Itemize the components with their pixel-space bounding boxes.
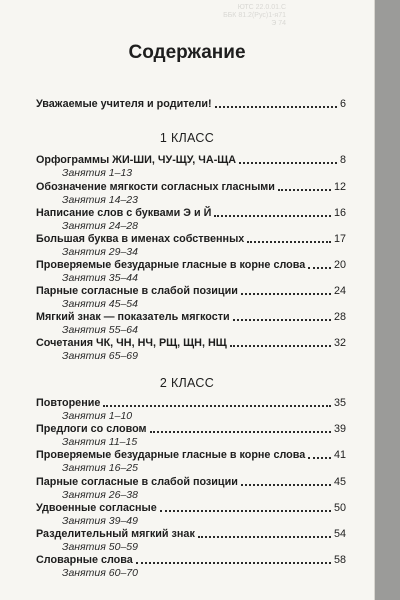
toc-entry-lessons: Занятия 60–70 [62, 567, 138, 579]
leader-dots [241, 484, 331, 486]
toc-entry-lessons: Занятия 55–64 [62, 324, 138, 336]
toc-entry-title: Словарные слова [36, 554, 133, 566]
leader-dots [103, 405, 331, 407]
toc-entry-lessons: Занятия 39–49 [62, 515, 138, 527]
toc-entry[interactable] [36, 232, 346, 246]
toc-entry[interactable] [36, 153, 346, 167]
leader-dots [160, 510, 331, 512]
bleed-through-text: ЮТС 22.0.01.С ББК 81.2(Рус)1-я71 Э 74 [223, 4, 286, 27]
toc-entry-title: Разделительный мягкий знак [36, 528, 195, 540]
toc-entry-title: Большая буква в именах собственных [36, 233, 245, 245]
toc-entry-page: 41 [333, 449, 346, 461]
leader-dots [247, 241, 331, 243]
toc-entry-title: Удвоенные согласные [36, 502, 157, 514]
toc-entry-title: Уважаемые учителя и родители! [36, 98, 212, 110]
toc-entry-title: Предлоги со словом [36, 423, 147, 435]
page-title: Содержание [128, 42, 246, 63]
toc-entry-title: Проверяемые безударные гласные в корне слова [36, 449, 306, 461]
toc-entry-lessons: Занятия 35–44 [62, 272, 138, 284]
toc-entry-page: 50 [333, 502, 346, 514]
toc-entry-lessons: Занятия 29–34 [62, 246, 138, 258]
toc-entry-lessons: Занятия 14–23 [62, 194, 138, 206]
toc-entry-title: Обозначение мягкости согласных гласными [36, 181, 275, 193]
toc-entry-page: 16 [333, 207, 346, 219]
section-heading-grade-1: 1 КЛАСС [159, 131, 215, 145]
toc-entry-title: Парные согласные в слабой позиции [36, 285, 238, 297]
toc-entry-page: 45 [333, 476, 346, 488]
toc-entry-page: 58 [333, 554, 346, 566]
toc-entry-page: 17 [333, 233, 346, 245]
leader-dots [150, 431, 331, 433]
leader-dots [278, 189, 331, 191]
toc-entry[interactable] [36, 310, 346, 324]
toc-entry-page: 32 [333, 337, 346, 349]
toc-entry[interactable] [36, 527, 346, 541]
toc-entry-page: 8 [339, 154, 346, 166]
toc-entry-page: 39 [333, 423, 346, 435]
toc-entry-lessons: Занятия 11–15 [62, 436, 138, 448]
leader-dots [230, 345, 331, 347]
toc-entry[interactable] [36, 448, 346, 462]
toc-entry-lessons: Занятия 26–38 [62, 489, 138, 501]
leader-dots [233, 319, 331, 321]
toc-entry[interactable] [36, 206, 346, 220]
toc-entry-lessons: Занятия 24–28 [62, 220, 138, 232]
toc-entry-lessons: Занятия 50–59 [62, 541, 138, 553]
leader-dots [214, 215, 331, 217]
toc-entry-page: 35 [333, 397, 346, 409]
section-heading-grade-2: 2 КЛАСС [159, 376, 215, 390]
leader-dots [308, 267, 331, 269]
toc-entry-preface[interactable] [36, 97, 346, 111]
toc-entry-lessons: Занятия 1–13 [62, 167, 133, 179]
toc-entry-title: Написание слов с буквами Э и Й [36, 207, 212, 219]
toc-entry-page: 54 [333, 528, 346, 540]
toc-entry[interactable] [36, 475, 346, 489]
toc-entry-title: Мягкий знак — показатель мягкости [36, 311, 230, 323]
toc-entry-page: 28 [333, 311, 346, 323]
toc-entry[interactable] [36, 553, 346, 567]
toc-entry[interactable] [36, 336, 346, 350]
leader-dots [241, 293, 331, 295]
toc-entry-title: Орфограммы ЖИ-ШИ, ЧУ-ЩУ, ЧА-ЩА [36, 154, 237, 166]
toc-entry-title: Сочетания ЧК, ЧН, НЧ, РЩ, ЩН, НЩ [36, 337, 227, 349]
toc-entry[interactable] [36, 180, 346, 194]
toc-entry[interactable] [36, 396, 346, 410]
toc-entry-lessons: Занятия 65–69 [62, 350, 138, 362]
toc-entry[interactable] [36, 501, 346, 515]
leader-dots [308, 457, 331, 459]
toc-entry[interactable] [36, 422, 346, 436]
toc-entry[interactable] [36, 284, 346, 298]
toc-entry-lessons: Занятия 16–25 [62, 462, 138, 474]
toc-entry-title: Парные согласные в слабой позиции [36, 476, 238, 488]
toc-entry-lessons: Занятия 1–10 [62, 410, 133, 422]
leader-dots [136, 562, 331, 564]
toc-entry-page: 20 [333, 259, 346, 271]
leader-dots [198, 536, 331, 538]
toc-entry-lessons: Занятия 45–54 [62, 298, 138, 310]
toc-entry-page: 24 [333, 285, 346, 297]
leader-dots [239, 162, 337, 164]
leader-dots [215, 106, 337, 108]
toc-entry[interactable] [36, 258, 346, 272]
toc-entry-title: Проверяемые безударные гласные в корне слова [36, 259, 306, 271]
toc-entry-page: 6 [339, 98, 346, 110]
toc-entry-page: 12 [333, 181, 346, 193]
toc-entry-title: Повторение [36, 397, 101, 409]
